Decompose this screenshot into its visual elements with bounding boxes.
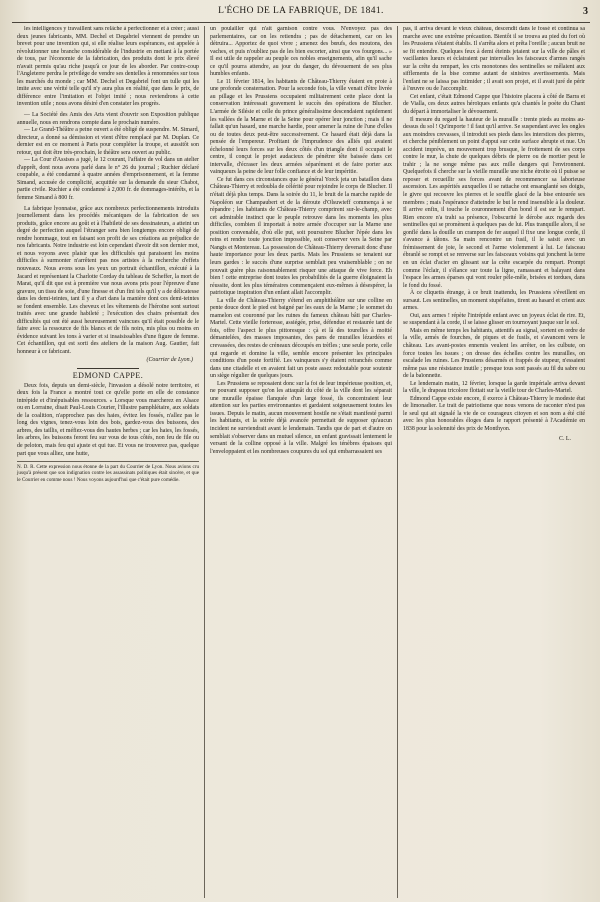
section-divider	[77, 368, 139, 369]
article-paragraph: Ce fut dans ces circonstances que le général Yorck jeta un bataillon dans Château-Thierry et redoubla de célérité pour rejoindre le corps de Blucher. Il n'était déjà plus temps. Dans la soirée du 11, le bruit de la marche rapide de Napoléon sur Champaubert et de la déroute d'Olsuwieff commença à se répandre ; les habitants de Château-Thierry comprirent sur-le-champ, avec cet admirable instinct que le peuple retrouve dans les moments les plus difficiles, combien il importait à notre armée d'occuper sur la Marne une position convenable, d'où elle put, soit poursuivre Blucher l'épée dans les reins et rendre toute jonction impossible, soit conserver vers la Seine par Nangis et Montereau. La possession de Château-Thierry devenait donc d'une haute importance pour les deux partis. Mais les Prussiens se tenaient sur leurs gardes : le succès d'une surprise semblait peu vraisemblable ; on ne pouvait guère plus raisonnablement risquer une attaque de vive force. Eh bien ! cette entreprise dont toutes les probabilités de la guerre éloignaient la réussite, dont les plus téméraires commençaient eux-mêmes à désespérer, la patriotique inspiration d'un enfant allait l'accomplir.	[210, 176, 392, 297]
article-paragraph: Il mesure du regard la hauteur de la muraille : trente pieds au moins au-dessus du sol ! Qu'importe ! il faut qu'il arrive. Se suspendant avec les ongles aux moindres crevasses, il introduit ses pieds dans les interstices des pierres, et cherche péniblement un point d'appui sur cette surface abrupte et nue. Un accident imprévu, un mouvement trop brusque, le frottement de ses corps contre le mur, la chute de quelques débris de pierre ou de mortier peut le trahir ; la ne songe même pas aux mille dangers qui l'environnent. Quelquefois il cherche sur la vieille muraille une niche étroite où il puisse se reposer et recueillir ses forces avant de recommencer sa laborieuse ascension. Les aspérités auxquelles il se rattache ont ensanglanté ses doigts, le givre qui recouvre les pierres et le souffle glacé de la bise entourée ses membres ; mais l'espérance d'atteindre le but le rend insensible à la douleur. Il arrive enfin, il touche le couronnement d'un bond il est sur le rempart. Rien encore n'a trahi sa présence, l'obscurité le dérobe aux regards des sentinelles qui se promènent à quelques pas de lui. Plus tranquille alors, il se gonflé dans la douille un crampon de fer auquel il fixe une longue corde, il s'avance à tâtons. Sa main rencontre un fusil, il le saisit avec un frémissement de joie, le second et l'arme violemment à lui. Le faisceau ébranlé se rompt et se renverse sur les faisceaux voisins qui jonchent la terre en un éclat d'acier en glissant sur la crête escarpée du rempart. Prompt comme l'éclair, il s'élance sur toute la ligne, ramassant et balayant dans l'espace les armes éparses qui vont rouler pêle-mêle, brisées et tordues, dans le fond du fossé.	[403, 116, 585, 289]
article-paragraph: La ville de Château-Thierry s'étend en amphithéâtre sur une colline en pente douce dont le pied est baigné par les eaux de la Marne ; le sommet du mamelon est couronné par les ruines du fameux château bâti par Charles-Martel. Cette vieille forteresse, assiégée, prise, défendue et restaurée tant de fois, offre l'aspect le plus pittoresque : çà et là des tourelles à moitié démantelées, des masses imposantes, des pans de murailles lézardées et crevassées, des restes de créneaux découpés en trèfles ; une seule porte, celle qui regarde et domine la ville, semble encore présenter les principales conditions d'un poste fortifié. Les vainqueurs s'y étaient retranchés comme dans une citadelle et en avaient fait un poste assez redoutable pour soutenir un siège régulier de quelques jours.	[210, 297, 392, 380]
journal-title: L'ÉCHO DE LA FABRIQUE, DE 1841.	[218, 6, 384, 16]
article-paragraph: les intelligences y travaillent sans relâche à perfectionner et à créer ; aussi deux jeunes fabricants, MM. Dechel et Degabriel viennent de prendre un brevet pour une invention qui, si elle réalise leurs espérances, est appelée à révolutionner une branche considérable de l'industrie en mettant à la portée de tous, par l'économie de la fabrication, des produits dont le prix élevé n'avait permis qu'au riche jusqu'à ce jour de les aborder. Par contre-coup l'Angleterre perdra le privilège de vendre ses dentelles à renommées sur tous les marchés du monde ; car MM. Dechel et Degabriel font un tulle qui les imite avec une vérité telle qu'il n'y aura plus en réalité, que dans le prix, de différence entre l'imitation et l'objet imité ; nous reviendrons à cette invention utile ; nous avons désiré d'en constater les progrès.	[17, 26, 199, 108]
article-paragraph: Le lendemain matin, 12 février, lorsque la garde impériale arriva devant la ville, le drapeau tricolore flottait sur la vieille tour de Charles-Martel.	[403, 380, 585, 395]
section-title: EDMOND CAPPE.	[72, 371, 144, 381]
page-header	[12, 6, 590, 23]
article-paragraph: Les Prussiens se reposaient donc sur la foi de leur impérieuse position, et, ne pouvant supposer qu'on les attaquât du côté de la ville dont les séparait une muraille épaisse flanquée d'un large fossé, ils concentraient leur attention sur les parties environnantes et gardaient soigneusement toutes les issues. Depuis le matin, aucun mouvement hostile ne s'était manifesté parmi les habitants, et la soirée déjà avancée permettait de supposer qu'aucun incident ne surviendrait avant le lendemain. Tandis que de part et d'autre on semblait s'observer dans un mutuel silence, un enfant gravissait lentement le versant de la colline opposé à la ville. Malgré les ténèbres épaisses qui l'enveloppaient et les nombreuses coupures du sol qui embarrassaient ses	[210, 380, 392, 455]
article-paragraph: Oui, aux armes ! répète l'intrépide enfant avec un joyeux éclat de rire. Et, se suspendant à la corde, il se laisse glisser en tournoyant jusque sur le sol.	[403, 312, 585, 327]
news-item: — La Société des Amis des Arts vient d'ouvrir son Exposition publique annuelle, nous en rendrons compte dans le prochain numéro.	[17, 112, 199, 126]
article-paragraph: La fabrique lyonnaise, grâce aux nombreux perfectionnements introduits journellement dans les procédés mécaniques de la fabrication de ses produits, grâce encore au goût et à l'habileté de ses dessinateurs, a atteint un degré de perfection auquel l'étranger sera bien longtemps encore obligé de rendre hommage, tout en faisant son profit de ses créations au préjudice de nos fabricants. Notre industrie est loin cependant d'avoir dit son dernier mot, et nous voyons avec plaisir que les difficultés qui paraissent les moins difficiles à surmonter n'arrêtent pas nos artistes à la recherche d'effets nouveaux. Nous avons sous les yeux un portrait échantillon, exécuté à la Jacard et représentant la Charlotte Corday du tableau de Scheffer, la mort de Marat, qu'il dit que est à première vue nous avons pris pour l'épreuve d'une gravure, un tissu de soie, d'une finesse et d'un fini tels qu'il y a de délicatesse dans les demi-teintes, tant il y a d'art dans la manière dont ces demi-teintes se fondent ensemble. Les cheveux et les vêtements de l'héroïne sont surtout traités avec une grande habileté ; l'exécution des chairs présentait des difficultés qui ont été aussi heureusement vaincues qu'il était possible de le faire avec la ressource de fils blancs et de fils noirs, mis plus ou moins en évidence suivant les tons à varier et si insaisissables d'une figure de femme. Cet échantillon, qui est sorti des ateliers de la maison Aug. Gautier, fait honneur à ce fabricant.	[17, 205, 199, 355]
article-paragraph: Deux fois, depuis un demi-siècle, l'invasion a désolé notre territoire, et deux fois la France a montré tout ce qu'elle porte en elle de constance intrépide et d'inépuisables ressources. « Lorsque vous marcherez en Alsace ou en Lorraine, disait Paul-Louis Courier, l'illustre pamphlétaire, aux soldats de la coalition, n'approchez pas des haies, évitez les fossés, n'allez pas le long des vignes, tenez-vous loin des bois, gardez-vous des buissons, des arbres, des taillis, et méfiez-vous des hautes herbes ; car les haies, les fossés, les arbres, les buissons feront feu sur vous de tous côtés, non feu de file ou de peloton, mais feu qui ajuste et qui tue. Et vous ne trouverez pas, quelque part que vous alliez, une hutte,	[17, 382, 199, 457]
author-signature: C. L.	[559, 435, 571, 442]
page-number: 3	[583, 6, 588, 17]
column-2	[204, 26, 397, 898]
article-paragraph: Cet enfant, c'était Edmond Cappe que l'histoire placera à côté de Barra et de Vialla, ces deux autres héroïques enfants qu'a chantés le poète du Chant du départ à immortaliser le dévouement.	[403, 93, 585, 116]
article-paragraph: un poulailler qui n'ait garnison contre vous. N'envoyez pas des parlementaires, car on les retiendra ; pas de détachement, car on les détruira... Apportez de quoi vivre ; amenez des bœufs, des moutons, des vaches, et puis n'oubliez pas de les bien escorter, ainsi que vos fourgons... » Il est utile de rappeler au peuple ces nobles enseignements, afin qu'il sache ce qu'il pourra attendre, au jour du danger, du dévouement de ses plus humbles enfants.	[210, 26, 392, 78]
article-paragraph: Edmond Cappe existe encore, il exerce à Château-Thierry le modeste état de limonadier. Le trait de patriotisme que nous venons de raconter n'est pas le seul qui ait signalé la vie de ce courageux citoyen et son nom a été cité avec les plus honorables éloges dans le rapport présenté à l'Académie en 1838 pour la solennité des prix de Monthyon.	[403, 395, 585, 432]
article-paragraph: À ce cliquetis étrange, à ce bruit inattendu, les Prussiens s'éveillent en sursaut. Les sentinelles, un moment stupéfaites, tirent au hasard et crient aux armes.	[403, 290, 585, 312]
footnote: N. D. R. Cette expression nous étonne de la part du Courrier de Lyon. Nous avions cru jusqu'à présent que son indignation contre les assassinats politiques était sincère, et que le Courrier en comme nous ! Nous voyons aujourd'hui que c'était pure comédie.	[17, 461, 199, 483]
article-paragraph: Le 11 février 1814, les habitants de Château-Thierry étaient en proie à une profonde consternation. Pour la seconde fois, la ville venait d'être livrée au pillage et les Prussiens occupaient militairement cette place dont la conservation intéressait gravement le succès des opérations de Blucher. L'armée de Silésie et celle du prince généralissime descendaient rapidement les vallées de la Marne et de la Seine pour opérer leur jonction ; mais il ne fallait qu'un hasard, une marche hardie, pour amener la ruine de l'une d'elles ou de toutes deux peut-être successivement. Ce hasard était déjà dans la pensée de l'empereur. Profitant de l'imprudence des alliés qui avaient échelonné leurs forces sur les deux côtés d'un triangle dont il occupait le centre, il conçut le projet audacieux de pénétrer tête baissée dans cet intervalle, d'écraser les deux armées séparément et de faire porter aux vainqueurs la peine de leur folle confiance et de leur impéritie.	[210, 78, 392, 176]
column-3	[397, 26, 590, 898]
column-1	[12, 26, 204, 898]
article-paragraph: Mais en même temps les habitants, attentifs au signal, sortent en ordre de la ville, armés de fourches, de piques et de fusils, et s'avancent vers le château. Les avant-postes ennemis veulent les arrêter, on les culbute, on force toutes les issues ; on dresse des échelles contre les murailles, on escalade les ruines. Les Prussiens désarmés et frappés de stupeur, n'essaient même pas une résistance inutile ; presque tous sont passés au fil du sabre ou de la baïonnette.	[403, 327, 585, 380]
text-columns	[12, 26, 590, 898]
news-item: — La Cour d'Assises a jugé, le 12 courant, l'affaire de vol dans un atelier d'apprêt, dont nous avons parlé dans le n° 26 du journal ; Ruchier déclaré coupable, a été condamné à quatre années d'emprisonnement, et la femme Simand, accusée de complicité, acquittée sur la demande du sieur Chabot, partie civile. Ruchier a été condamné à 2,000 fr. de dommages-intérêts, et la femme Simand à 800 fr.	[17, 157, 199, 202]
news-item: — Le Grand-Théâtre a peine ouvert a été obligé de suspendre. M. Simard, directeur, a donné sa démission et vient d'être remplacé par M. Duplan. Ce dernier est en ce moment à Paris pour compléter la troupe, et aussitôt son retour, qui doit être très-prochain, le théâtre sera ouvert au public.	[17, 127, 199, 156]
article-paragraph: pas, il arriva devant le vieux château, descendit dans le fossé et continua sa marche avec une extrême précaution. Bientôt il se trouva au pied du fort où les Prussiens s'étaient établis. Il s'arrêta alors et prêta l'oreille ; aucun bruit ne se fit entendre. Quelques feux à demi éteints jetaient sur la ville de pâles et vacillantes lueurs et éclairaient par intervalles les faisceaux d'armes rangés sur la crête du rempart, les cris monotones des sentinelles se mêlaient aux sifflements de la bise comme autant de sinistres avertissements. Mais l'enfant ne se laissa pas intimider ; il avait son projet, et il avait juré de périr à l'œuvre ou de l'accomplir.	[403, 26, 585, 93]
source-credit: (Courrier de Lyon.)	[146, 356, 193, 363]
